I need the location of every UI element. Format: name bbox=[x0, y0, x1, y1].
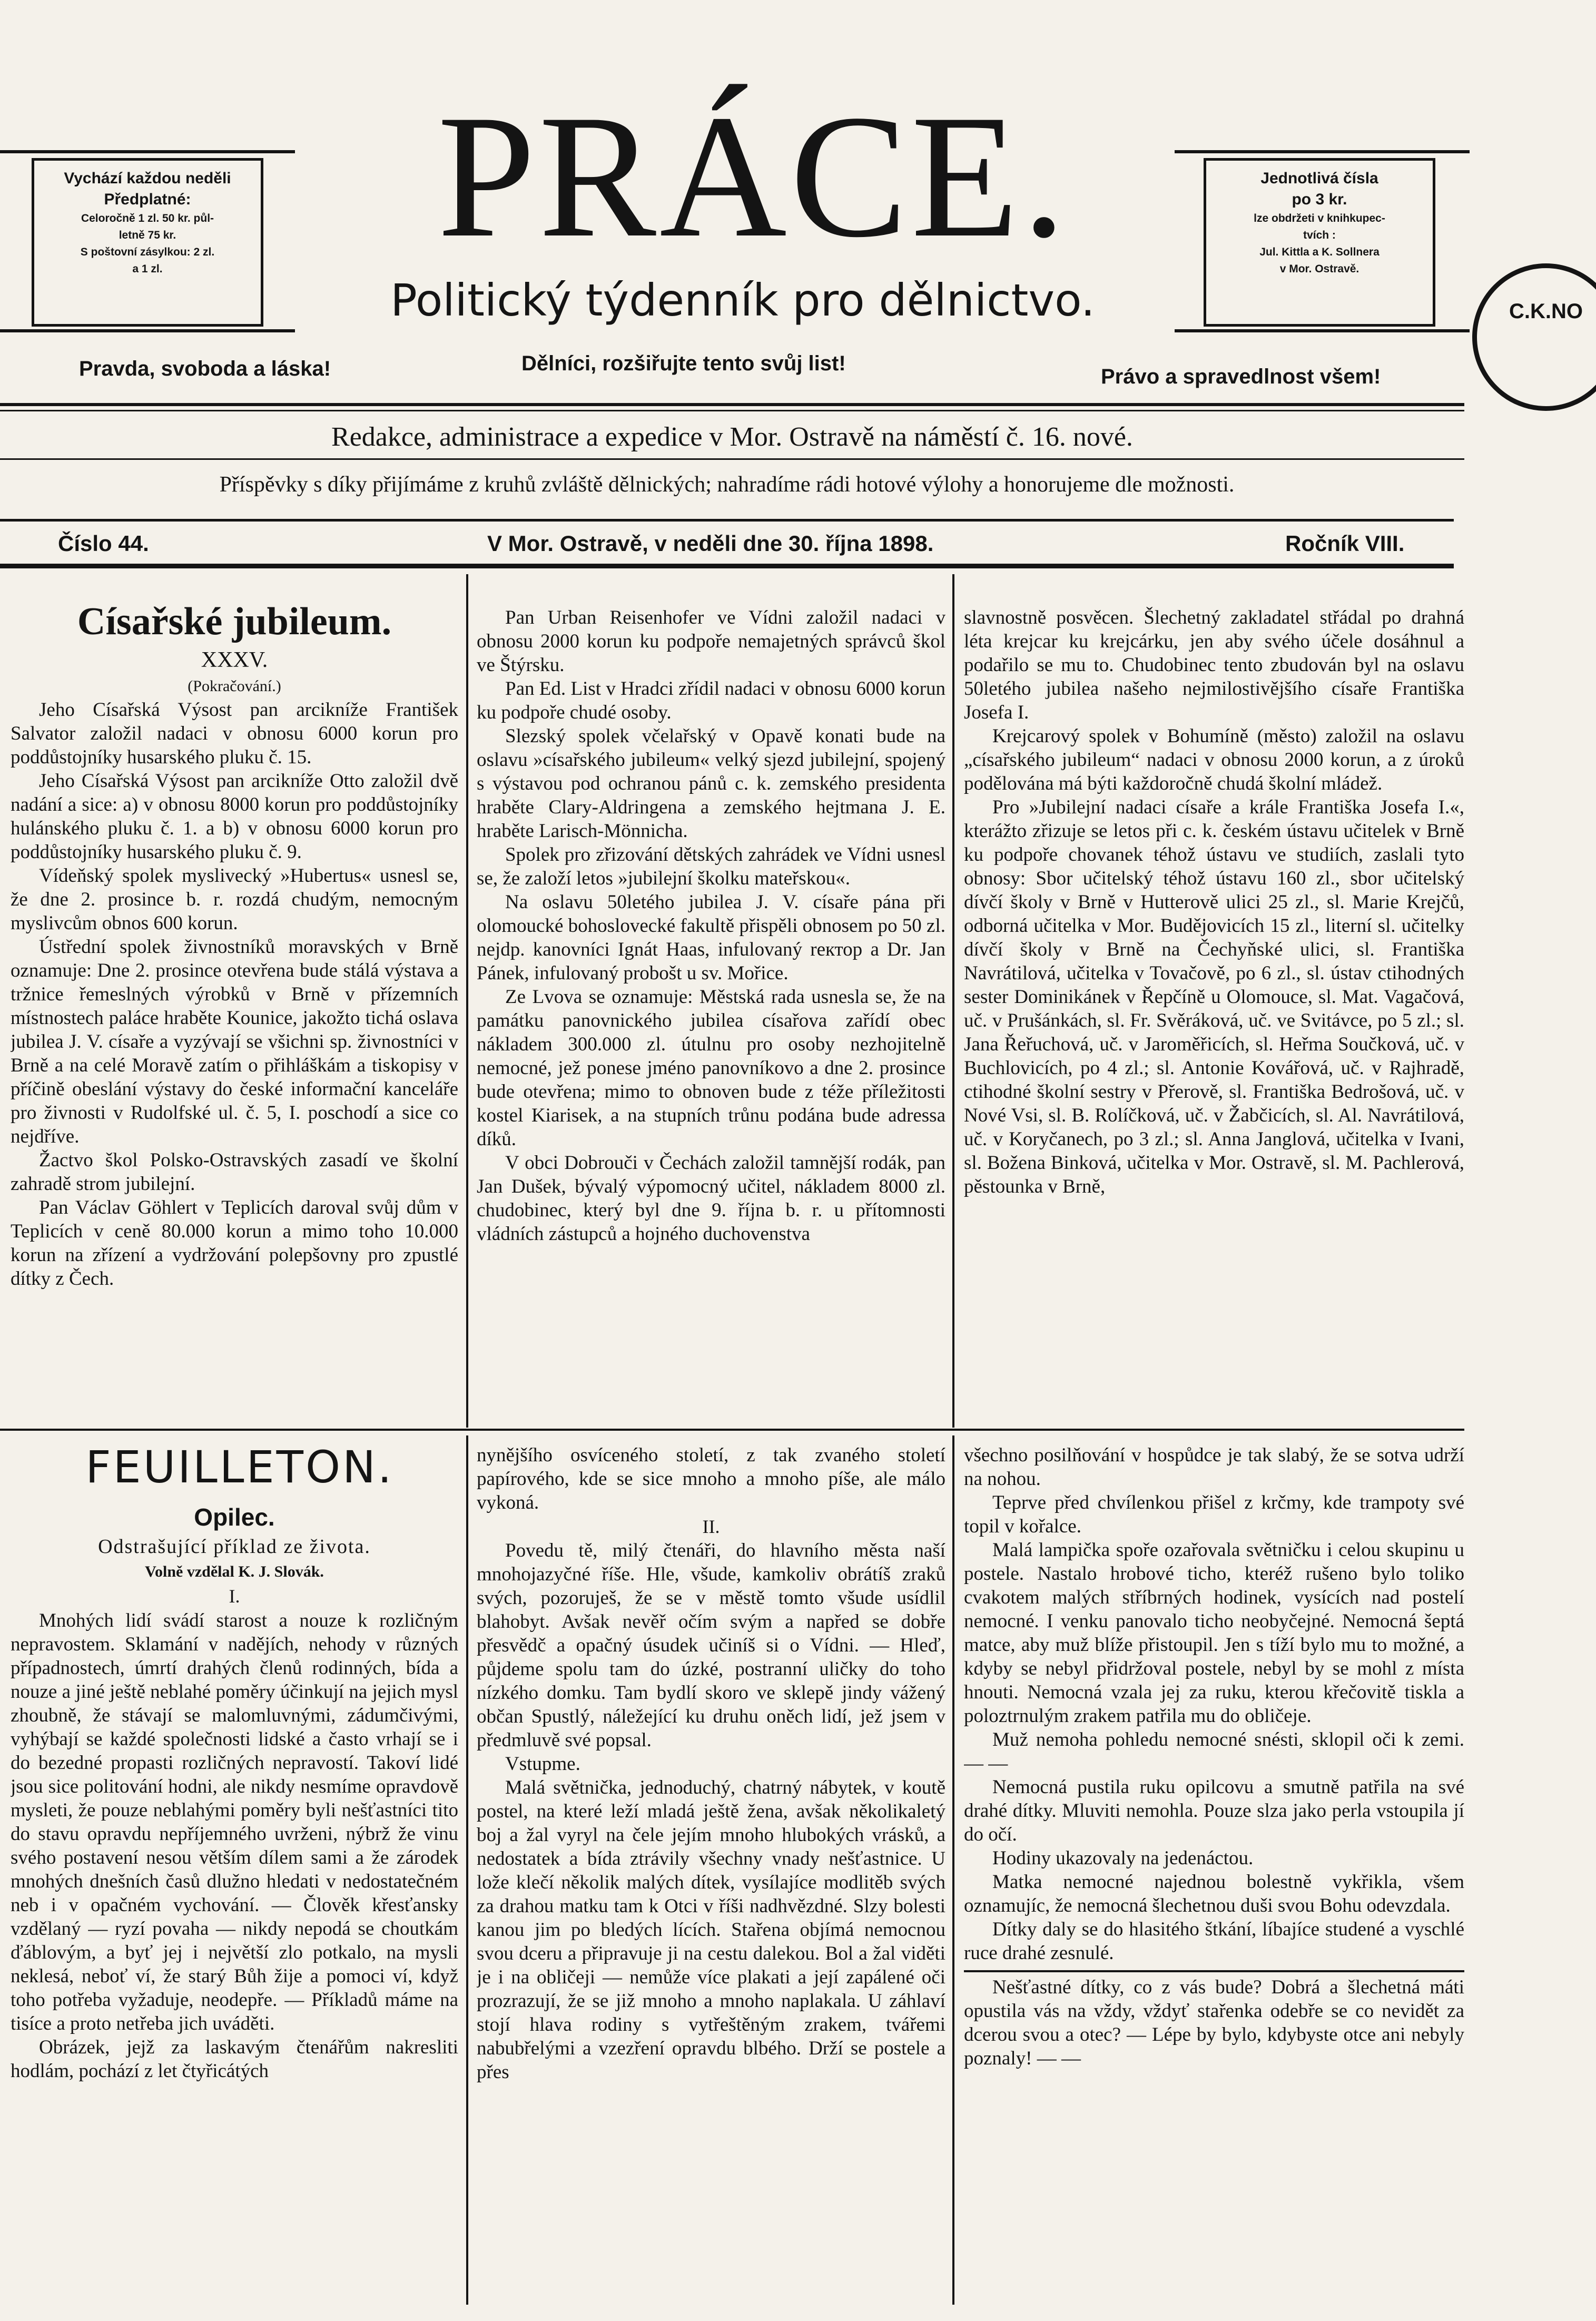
issue-place-date: V Mor. Ostravě, v neděli dne 30. října 1898. bbox=[487, 531, 934, 556]
paragraph: Hodiny ukazovaly na jedenáctou. bbox=[992, 1847, 1254, 1869]
rule-above-issue bbox=[0, 519, 1454, 522]
paragraph: Nemocná pustila ruku opilcovu a smutně patřila na své drahé dítky. Mluviti nemohla. Pouze slza jako perla vstoupila jí do očí. bbox=[964, 1776, 1464, 1845]
top-left-rule bbox=[0, 150, 295, 153]
feuilleton-byline: Volně vzdělal K. J. Slovák. bbox=[145, 1563, 324, 1580]
rule-below-issue bbox=[0, 564, 1454, 568]
paragraph: Povedu tě, milý čtenáři, do hlavního města naší mnohojazyčné říše. Hle, všude, kamkoliv obrátíš zraků svých, pozoruješ, že se v městě tomto všude usídlil blahobyt. Avšak nevěř očím svým a napřed se dobře přesvědč a opačný úsudek učiníš si o Vídni. — Hleď, půjdeme spolu tam do úzké, postranní uličky do toho nízkého domku. Tam bydlí skoro ve sklepě jindy vážený občan Spustlý, náležející ku druhu oněch lidí, jež jsem v předmluvě své popsal. bbox=[477, 1540, 945, 1751]
section-number: I. bbox=[229, 1586, 240, 1607]
paragraph: Spolek pro zřizování dětských zahrádek ve Vídni usnesl se, že založí letos »jubilejní školku mateřskou«. bbox=[477, 844, 945, 889]
column-separator bbox=[466, 574, 468, 1428]
paragraph: Jeho Císařská Výsost pan arcikníže František Salvator založil nadaci v obnosu 6000 korun pro poddůstojníky husarského pluku č. 15. bbox=[11, 699, 458, 768]
box-line: Jul. Kittla a K. Sollnera bbox=[1259, 246, 1380, 258]
paragraph: nynějšího osvíceného století, z tak zvaného století papírového, kde se sice mnoho a mnoho píše, ale málo vykoná. bbox=[477, 1444, 945, 1513]
feuilleton-heading: FEUILLETON. bbox=[85, 1441, 394, 1493]
editorial-address: Redakce, administrace a expedice v Mor. Ostravě na náměstí č. 16. nové. bbox=[331, 422, 1133, 452]
paragraph: Matka nemocné najednou bolestně vykřikla, všem oznamujíc, že nemocná šlechetnou duši svou Bohu odevzdala. bbox=[964, 1871, 1464, 1916]
library-stamp bbox=[1472, 263, 1596, 411]
section-divider bbox=[964, 1970, 1464, 1972]
paragraph: Nešťastné dítky, co z vás bude? Dobrá a šlechetná máti opustila vás na vždy, vždyť stařenka odebře se co nevidět za dcerou svou a otec? — Lépe by bylo, kdybyste otce ani nebyly poznaly! — — bbox=[964, 1976, 1464, 2069]
issue-number: Číslo 44. bbox=[58, 531, 149, 556]
paragraph: Pan Urban Reisenhofer ve Vídni založil nadaci v obnosu 2000 korun ku podpoře nemajetných správců škol ve Štýrsku. bbox=[477, 607, 945, 676]
paragraph: Krejcarový spolek v Bohumíně (město) založil na oslavu „císařského jubileum“ nadaci v obnosu 2000 korun, a z úroků podělována má býti každoročně chudá školní mládež. bbox=[964, 725, 1464, 794]
box-line: lze obdržeti v knihkupec- bbox=[1254, 212, 1385, 224]
rule-above-address-thin bbox=[0, 410, 1464, 411]
rule-above-address bbox=[0, 403, 1464, 406]
subscription-box bbox=[32, 158, 263, 327]
box-line: Vychází každou neděli bbox=[64, 170, 231, 187]
box-line: Předplatné: bbox=[104, 191, 191, 208]
mid-right-rule bbox=[1175, 329, 1470, 332]
box-line: letně 75 kr. bbox=[119, 229, 176, 241]
paragraph: Vstupme. bbox=[505, 1753, 580, 1775]
stamp-text: C.K.NO bbox=[1509, 300, 1583, 323]
paragraph: Žactvo škol Polsko-Ostravských zasadí ve školní zahradě strom jubilejní. bbox=[11, 1149, 458, 1195]
paragraph: Ze Lvova se oznamuje: Městská rada usnesla se, že na památku panovnického jubilea císařova zařídí obec nákladem 300.000 zl. útulnu pro osoby nezhojitelně nemocné, jež ponese jméno panovníkovo a dne 2. prosince bude otevřena; mimo to obnoven bude z téže příležitosti kostel Kiarisek, a na stupních trůnu podána bude adressa díků. bbox=[477, 986, 945, 1150]
column-separator bbox=[466, 1435, 468, 2305]
article-continued: (Pokračování.) bbox=[188, 677, 281, 695]
box-line: po 3 kr. bbox=[1292, 191, 1347, 208]
paragraph: V obci Dobrouči v Čechách založil tamnější rodák, pan Jan Dušek, bývalý výpomocný učitel, nákladem 8000 zl. chudobinec, který byl dne 9. října b. r. u přítomnosti vládních zástupců a hojného duchovenstva bbox=[477, 1152, 945, 1245]
feuilleton-title: Opilec. bbox=[194, 1503, 275, 1531]
paragraph: Pro »Jubilejní nadaci císaře a krále Františka Josefa I.«, kterážto zřizuje se letos při c. k. českém ústavu učitelek v Brně ku podpoře chovanek téhož ústavu ve studiích, zaslali tyto obnosy: Sbor učitelský téhož ústavu 160 zl., sbor učitelský dívčí školy v Brně v Hutterově ulici 25 zl., sl. Marie Krejčů, odborná učitelka v Mor. Budějovicích 15 zl., literní sl. učitelky dívčí školy v Brně na Čechyňské ulici, sl. Františka Navrátilová, učitelka v Tovačově, po 6 zl., sl. ústav ctihodných sester Dominikánek v Řepčíně u Olomouce, sl. Mat. Vagačová, uč. v Prušánkách, sl. Fr. Svěráková, uč. ve Svitávce, po 5 zl.; sl. Jana Řeřuchová, uč. v Jaroměřicích, sl. Heřma Součková, uč. v Buchlovicích, po 4 zl.; sl. Antonie Kovářová, uč. v Rajhradě, ctihodné školní sestry v Přerově, sl. Františka Bedrošová, uč. v Nové Vsi, sl. B. Rolíčková, uč. v Žabčicích, sl. Al. Navrátilová, uč. v Koryčanech, po 3 zl.; sl. Anna Janglová, učitelka v Ivani, sl. Božena Binková, učitelka v Mor. Ostravě, sl. M. Pachlerová, pěstounka v Brně, bbox=[964, 796, 1464, 1197]
section-number: II. bbox=[702, 1516, 720, 1537]
paragraph: Pan Václav Göhlert v Teplicích daroval svůj dům v Teplicích v ceně 80.000 korun a mimo toho 10.000 korun na zřízení a vydržování polepšovny pro zpustlé dítky z Čech. bbox=[11, 1197, 458, 1290]
article-column-3 bbox=[964, 606, 1464, 1428]
paragraph: Malá světnička, jednoduchý, chatrný nábytek, v koutě postel, na které leží mladá ještě žena, avšak několikaletý boj a žal vyryl na čele jejím mnoho hlubokých vrásků, a nedostatek a bída ztrávily všechny vnady nešťastnice. U lože klečí několik malých dítek, vysílajíce modlitěb svých za drahou matku tam k Otci v říši nadhvězdné. Slzy bolesti kanou jim po bledých lících. Stařena objímá nemocnou svou dceru a připravuje ji na cestu dalekou. Bol a žal viděti je i na obličeji — nemůže více plakati a její zapálené oči prozrazují, že se již mnoho a mnoho naplakala. U záhlaví stojí hlava rodiny s vytřeštěným zrakem, tvářemi nabubřelými a vzezření opravdu blbého. Drží se postele a přes bbox=[477, 1777, 945, 2083]
article-title: Císařské jubileum. bbox=[77, 600, 392, 643]
box-line: tvích : bbox=[1303, 229, 1336, 241]
paragraph: Muž nemoha pohledu nemocné snésti, sklopil oči k zemi. — — bbox=[964, 1729, 1464, 1774]
single-issue-box bbox=[1204, 158, 1435, 327]
motto-center: Dělníci, rozšiřujte tento svůj list! bbox=[521, 352, 846, 375]
paragraph: Pan Ed. List v Hradci zřídil nadaci v obnosu 6000 korun ku podpoře chudé osoby. bbox=[477, 678, 945, 723]
motto-right: Právo a spravedlnost všem! bbox=[1101, 365, 1381, 388]
rule-below-address bbox=[0, 458, 1464, 460]
masthead-subtitle: Politický týdenník pro dělnictvo. bbox=[390, 274, 1095, 326]
article-column-2 bbox=[477, 606, 945, 1428]
paragraph: Malá lampička spoře ozařovala světničku i celou skupinu u postele. Nastalo hrobové ticho, kteréž rušeno bylo toliko cvakotem malých stříbrných hodinek, vysících nad postelí nemocné. I venku panovalo ticho neobyčejné. Nemocná šeptá matce, aby muž blíže přistoupil. Jen s tíží bylo mu to možné, a kdyby se nebyl přidržoval postele, nebyl by se mohl z místa hnouti. Nemocná vzala jej za ruku, kterou křečovitě tiskla a poloztrnulým zrakem patřila mu do obličeje. bbox=[964, 1539, 1464, 1727]
contributions-notice: Příspěvky s díky přijímáme z kruhů zvláště dělnických; nahradíme rádi hotové výlohy a honorujeme dle možnosti. bbox=[219, 473, 1235, 497]
paragraph: Teprve před chvílenkou přišel z krčmy, kde trampoty své topil v kořalce. bbox=[964, 1492, 1464, 1537]
paragraph: Vídeňský spolek myslivecký »Hubertus« usnesl se, že dne 2. prosince b. r. rozdá chudým, nemocným myslivcům obnos 600 korun. bbox=[11, 865, 458, 934]
mid-left-rule bbox=[0, 329, 295, 332]
paragraph: slavnostně posvěcen. Šlechetný zakladatel střádal po drahná léta krejcar ku krejcárku, jen aby svého účele dosáhnul a podařilo se mu to. Chudobinec tento zbudován byl na oslavu 50letého jubilea našeho nejmilostivějšího císaře Františka Josefa I. bbox=[964, 607, 1464, 723]
box-line: Celoročně 1 zl. 50 kr. půl- bbox=[81, 212, 214, 224]
paragraph: Obrázek, jejž za laskavým čtenářům nakresliti hodlám, pochází z let čtyřicátých bbox=[11, 2037, 458, 2082]
top-right-rule bbox=[1175, 150, 1470, 153]
feuilleton-column-1 bbox=[11, 1501, 458, 2307]
paragraph: Jeho Císařská Výsost pan arcikníže Otto založil dvě nadání a sice: a) v obnosu 8000 korun pro poddůstojníky hulánského pluku č. 1. a b) v obnosu 6000 korun pro poddůstojníky husarského pluku č. 9. bbox=[11, 770, 458, 863]
feuilleton-rule bbox=[0, 1429, 1464, 1431]
motto-left: Pravda, svoboda a láska! bbox=[79, 357, 331, 380]
box-line: S poštovní zásylkou: 2 zl. bbox=[80, 246, 215, 258]
feuilleton-column-2 bbox=[477, 1443, 945, 2307]
column-separator bbox=[952, 574, 954, 1428]
masthead-title: PRÁCE. bbox=[437, 78, 1069, 274]
article-column-1 bbox=[11, 598, 458, 1428]
box-line: Jednotlivá čísla bbox=[1260, 170, 1378, 187]
column-separator bbox=[952, 1435, 954, 2305]
article-part: XXXV. bbox=[201, 648, 268, 672]
box-line: a 1 zl. bbox=[132, 263, 163, 275]
paragraph: Ústřední spolek živnostníků moravských v Brně oznamuje: Dne 2. prosince otevřena bude stálá výstava a tržnice řemeslných výrobků v Brně v přízemních místnostech paláce hraběte Kounice, jakožto tichá oslava jubilea J. V. císaře a vyzývají se všichni sp. živnostníci v Brně a na celé Moravě zatím o přihláškám a tiskopisy v příčině obeslání výstavy do české informační kanceláře pro živnosti v Rudolfské ul. č. 5, I. poschodí a sice co nejdříve. bbox=[11, 936, 458, 1147]
paragraph: všechno posilňování v hospůdce je tak slabý, že se sotva udrží na nohou. bbox=[964, 1444, 1464, 1490]
feuilleton-column-3 bbox=[964, 1443, 1464, 2307]
paragraph: Dítky daly se do hlasitého štkání, líbajíce studené a vyschlé ruce drahé zesnulé. bbox=[964, 1919, 1464, 1964]
feuilleton-subtitle: Odstrašující příklad ze života. bbox=[98, 1536, 371, 1558]
box-line: v Mor. Ostravě. bbox=[1279, 263, 1359, 275]
issue-volume: Ročník VIII. bbox=[1285, 531, 1405, 556]
paragraph: Mnohých lidí svádí starost a nouze k rozličným nepravostem. Sklamání v nadějích, nehody v různých případnostech, úmrtí drahých členů rodinných, bída a nouze a jiné ještě neblahé poměry účinkují na jejich mysl zhoubně, že stávají se malomluvnými, zádumčivými, vyhýbají se každé společnosti lidské a často vrhají se i do bezedné propasti rozličných nepravostí. Takoví lidé jsou sice politování hodni, ale nikdy nesmíme opravdově mysleti, že pouze neblahými poměry byli nešťastníci tito do stavu opravdu nepříjemného uvrženi, nýbrž že vinu svého postavení nesou větším dílem sami a že zárodek mnohých dnešních časů dlužno hledati v nedostatečném neb i v opačném vychování. — Člověk křesťansky vzdělaný — ryzí povaha — nikdy nepodá se choutkám ďáblovým, a byť jej i největší zlo potkalo, na mysli neklesá, neboť ví, že starý Bůh žije a pomoci ví, když toho potřeba vyžaduje, neodepře. — Příkladů máme na tisíce a proto netřeba jich uváděti. bbox=[11, 1610, 458, 2034]
paragraph: Na oslavu 50letého jubilea J. V. císaře pána při olomoucké bohoslovecké fakultě přispěli obnosem po 50 zl. nejdp. kanovníci Ignát Haas, infulovaný reктор a Dr. Jan Pánek, infulovaný probošt u sv. Mořice. bbox=[477, 891, 945, 984]
paragraph: Slezský spolek včelařský v Opavě konati bude na oslavu »císařského jubileum« velký sjezd jubilejní, spojený s výstavou pod ochranou pánů c. k. zemského presidenta hraběte Clary-Aldringena a zemského hejtmana J. E. hraběte Larisch-Mönnicha. bbox=[477, 725, 945, 842]
